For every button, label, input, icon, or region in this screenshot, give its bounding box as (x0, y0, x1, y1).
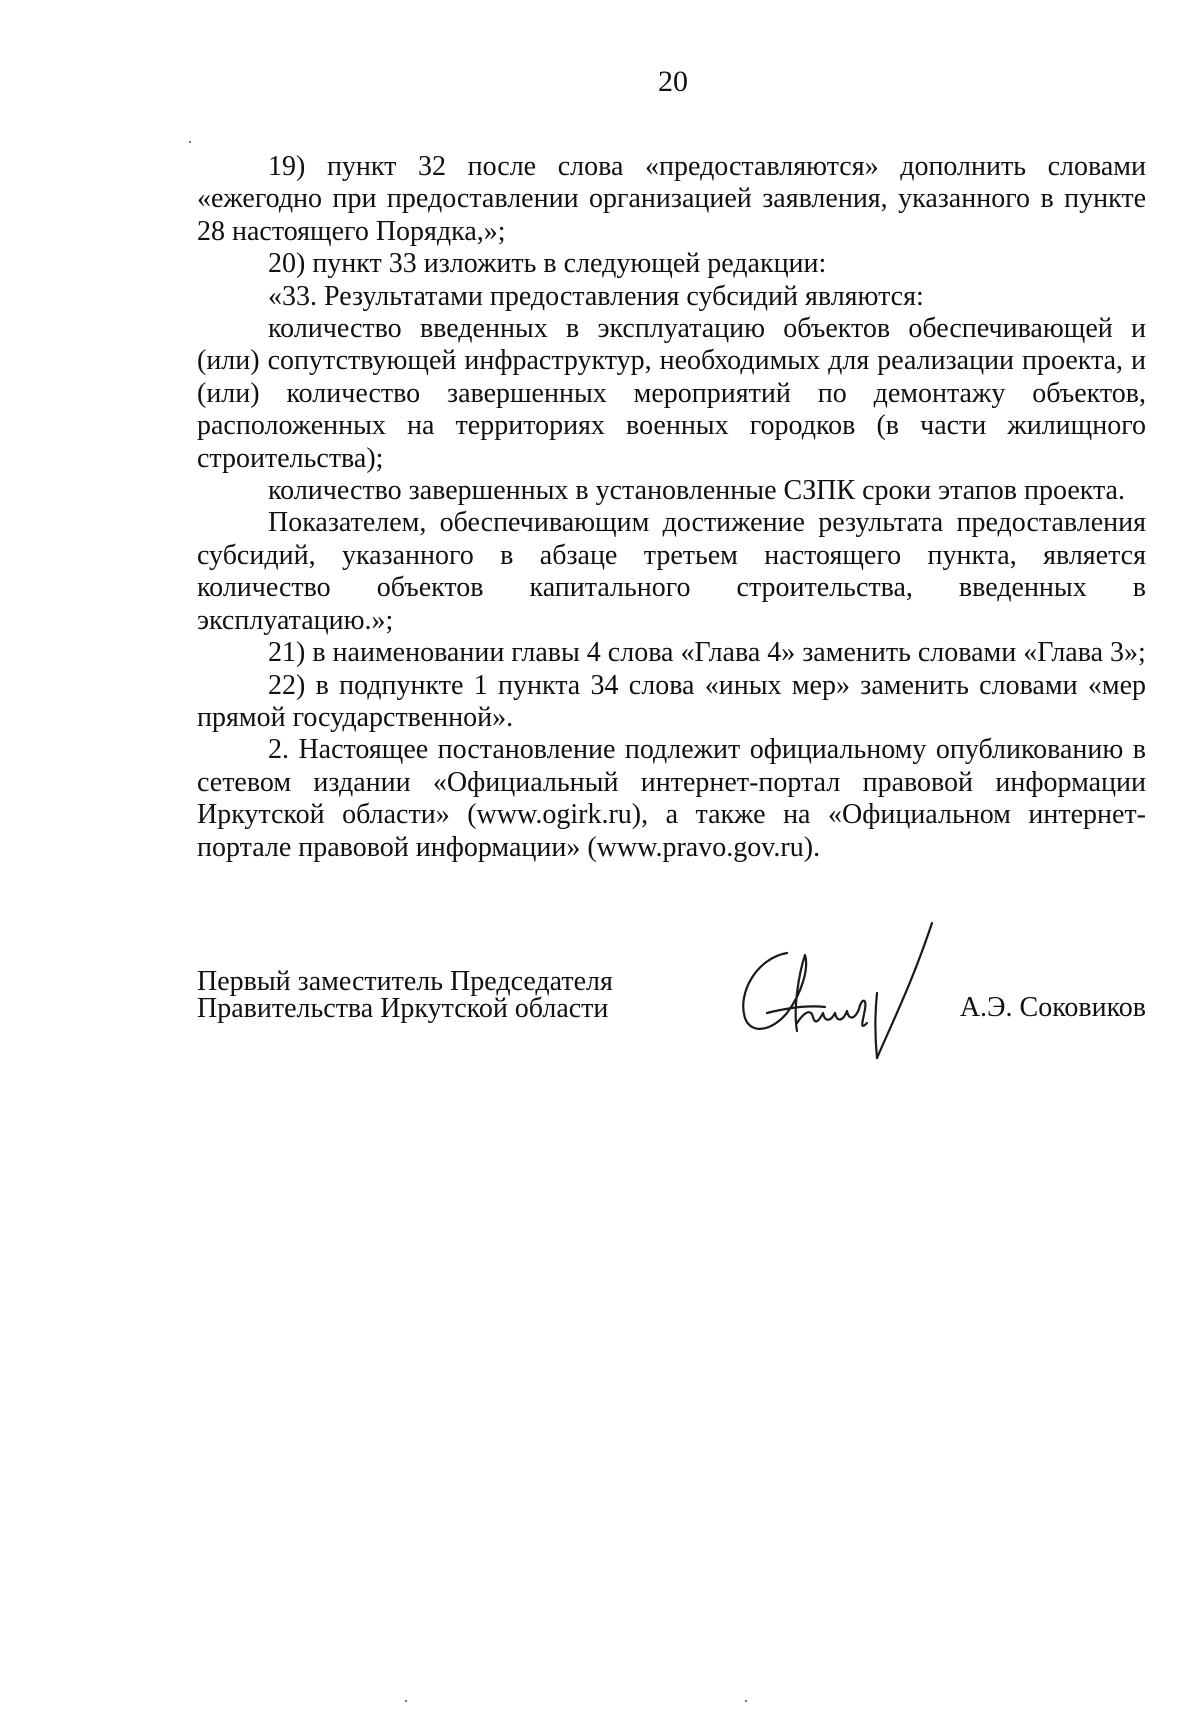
signer-position (197, 968, 613, 1022)
paragraph: «33. Результатами предоставления субсидий являются: (268, 280, 924, 312)
signer-position-line2: Правительства Иркутской области (197, 993, 609, 1024)
paragraph: количество завершенных в установленные СЗПК сроки этапов проекта. (268, 475, 1125, 507)
page-number: 20 (658, 65, 688, 98)
document-body (197, 151, 1146, 864)
signature-block (197, 968, 1146, 1088)
signer-name: А.Э. Соковиков (959, 992, 1146, 1023)
paragraph: 22) в подпункте 1 пункта 34 слова «иных мер» заменить словами «мер прямой государственной». (197, 669, 1146, 733)
scan-speck (745, 1700, 747, 1702)
paragraph: 19) пункт 32 после слова «предоставляются» дополнить словами «ежегодно при предоставлении организацией заявления, указанного в пункте 28 настоящего Порядка,»; (197, 151, 1146, 247)
paragraph: 20) пункт 33 изложить в следующей редакции: (268, 248, 827, 280)
paragraph: Показателем, обеспечивающим достижение результата предоставления субсидий, указанного в абзаце третьем настоящего пункта, является количество объектов капитального строительства, введенных в эксплуатацию.»; (197, 507, 1146, 636)
scan-speck (405, 1700, 407, 1702)
paragraph: 2. Настоящее постановление подлежит официальному опубликованию в сетевом издании «Официальный интернет-портал правовой информации Иркутской области» (www.ogirk.ru), а также на «Официальном интернет-портале правовой информации» (www.pravo.gov.ru). (197, 734, 1146, 863)
scan-speck (189, 141, 191, 143)
signer-position-line1: Первый заместитель Председателя (197, 966, 613, 997)
paragraph: 21) в наименовании главы 4 слова «Глава 4» заменить словами «Глава 3»; (268, 637, 1146, 669)
handwritten-signature (727, 913, 957, 1093)
paragraph: количество введенных в эксплуатацию объектов обеспечивающей и (или) сопутствующей инфраструктур, необходимых для реализации проекта, и (или) количество завершенных мероприятий по демонтажу объектов, расположенных на территориях военных городков (в части жилищного строительства); (197, 313, 1146, 474)
